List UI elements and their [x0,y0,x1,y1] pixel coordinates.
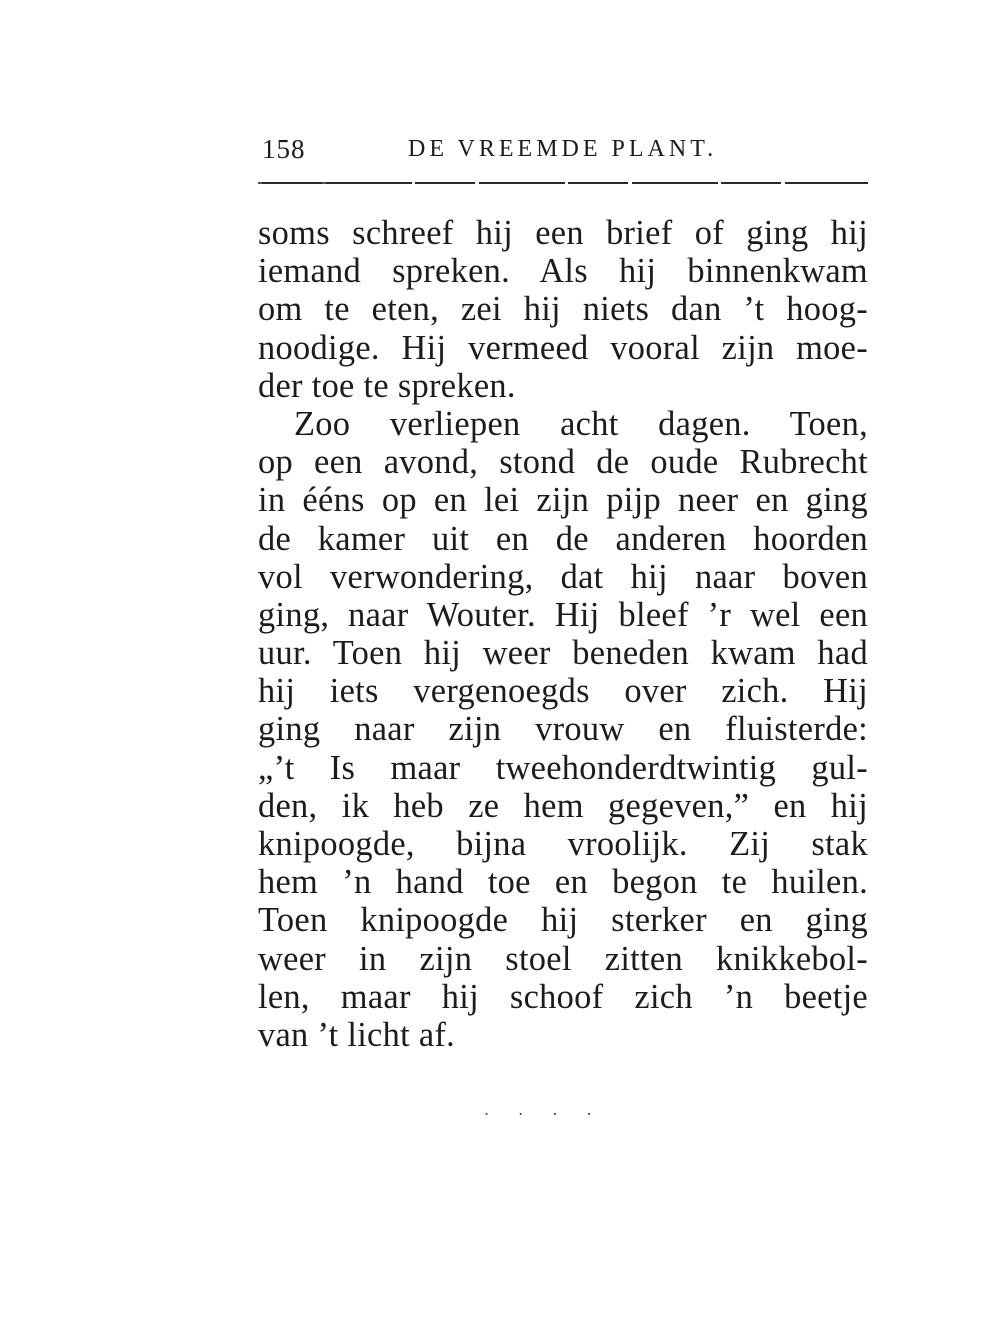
text-line: weer in zijn stoel zitten knikkebol- [258,939,868,978]
text-line: „’t Is maar tweehonderdtwintig gul- [258,748,868,787]
text-line: om te eten, zei hij niets dan ’t hoog- [258,290,868,329]
text-line: van ’t licht af. [258,1015,456,1054]
end-ornament: . . . . [484,1100,604,1119]
text-line: soms schreef hij een brief of ging hij [258,214,868,252]
text-line: iemand spreken. Als hij binnenkwam [258,252,868,291]
body-text [258,214,868,1054]
text-line: ging, naar Wouter. Hij bleef ’r wel een [258,595,868,634]
text-line: len, maar hij schoof zich ’n beetje [258,977,868,1016]
page-header [262,134,868,174]
text-line: der toe te spreken. [258,366,516,405]
running-title: DE VREEMDE PLANT. [408,136,718,162]
text-line: in ééns op en lei zijn pijp neer en ging [258,481,868,520]
text-line: ging naar zijn vrouw en fluisterde: [258,710,868,749]
text-line: de kamer uit en de anderen hoorden [258,519,868,558]
text-line: uur. Toen hij weer beneden kwam had [258,634,868,673]
page-number: 158 [262,134,306,164]
text-line: knipoogde, bijna vroolijk. Zij stak [258,825,868,863]
text-line: vol verwondering, dat hij naar boven [258,557,868,596]
header-rule [262,182,868,184]
text-line: den, ik heb ze hem gegeven,” en hij [258,786,868,825]
text-line: Toen knipoogde hij sterker en ging [258,901,868,940]
text-line: op een avond, stond de oude Rubrecht [258,443,868,482]
text-line: hem ’n hand toe en begon te huilen. [258,863,868,902]
text-line: noodige. Hij vermeed vooral zijn moe- [258,328,868,367]
text-line: Zoo verliepen acht dagen. Toen, [294,404,868,443]
text-line: hij iets vergenoegds over zich. Hij [258,672,868,711]
